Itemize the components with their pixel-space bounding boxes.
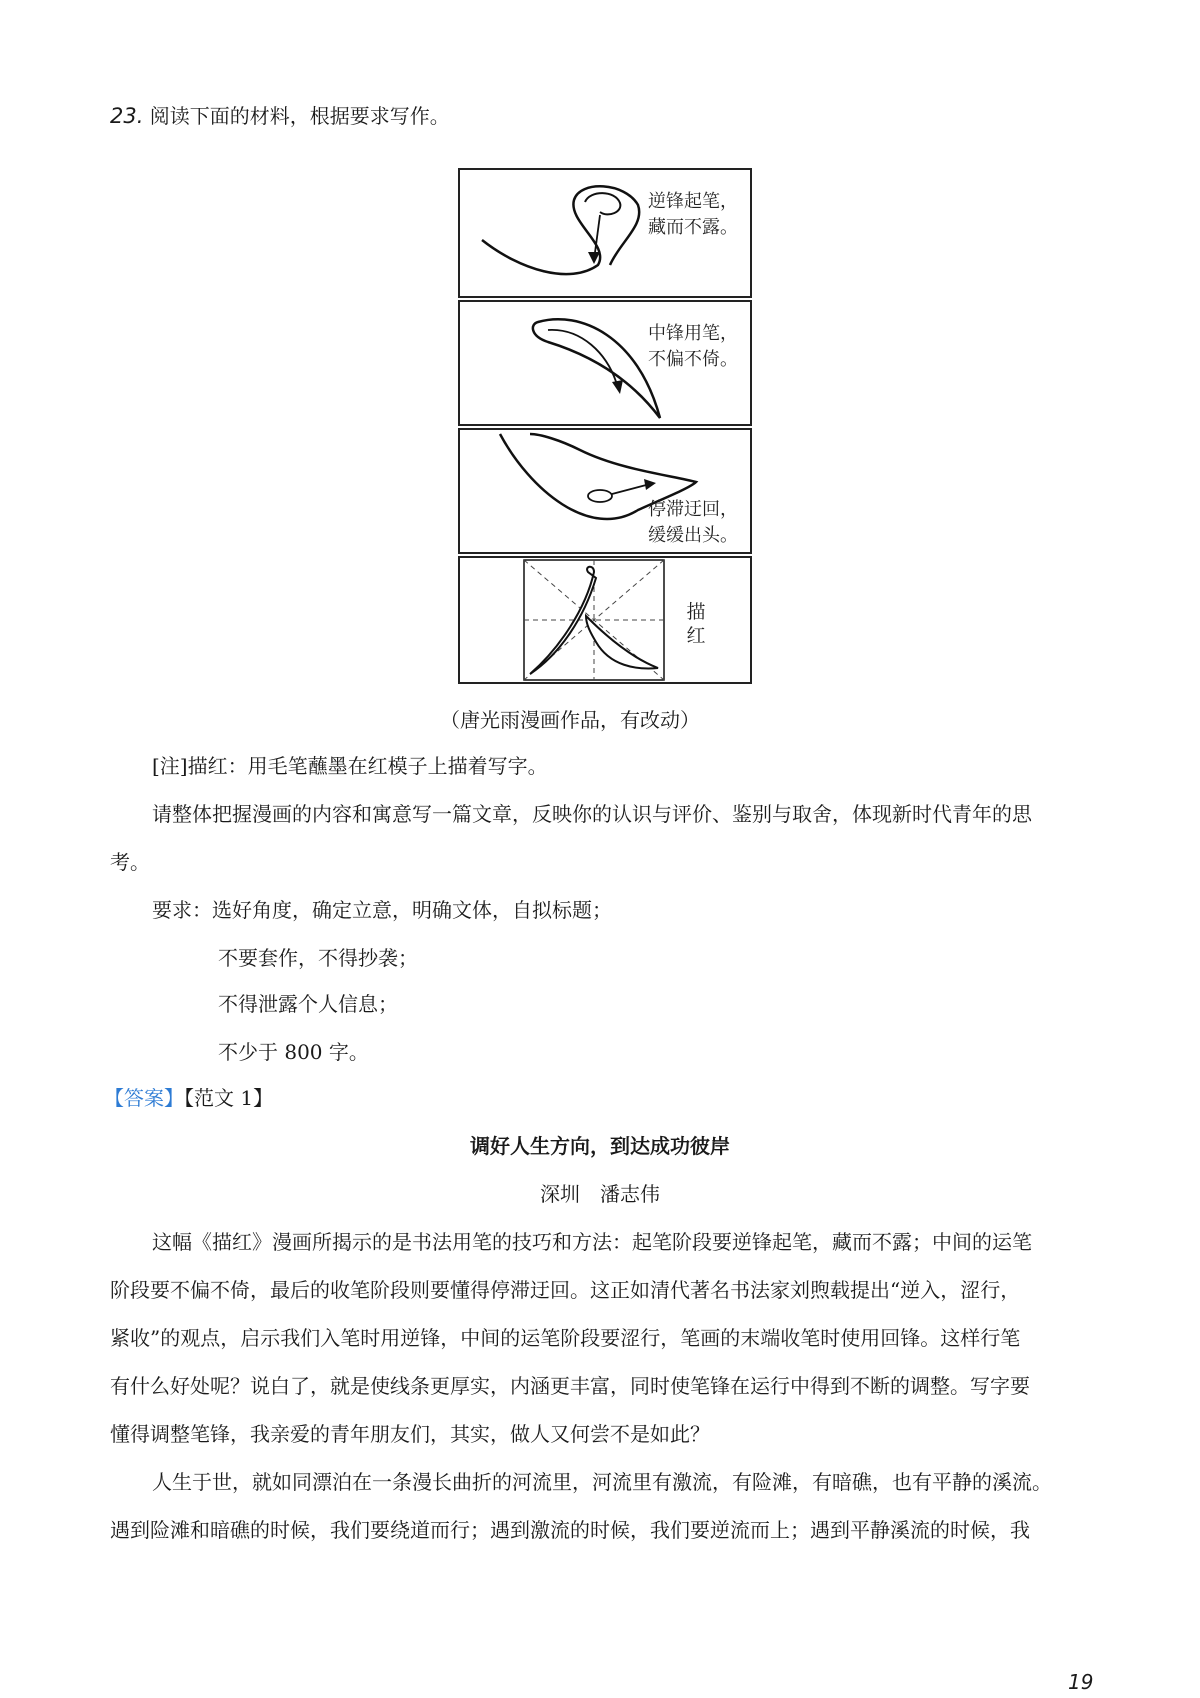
panel-3-caption-line1: 停滞迂回，: [648, 499, 738, 520]
panel-1-caption-line2: 藏而不露。: [648, 217, 738, 238]
note: [注]描红：用毛笔蘸墨在红模子上描着写字。: [152, 754, 548, 778]
instruction-line-2: 考。: [110, 850, 150, 874]
comic-panel-3: [458, 428, 752, 554]
paragraph-1-line: 这幅《描红》漫画所揭示的是书法用笔的技巧和方法：起笔阶段要逆锋起笔，藏而不露；中间的运笔: [152, 1230, 1032, 1254]
requirement-item: 不要套作，不得抄袭；: [218, 946, 418, 970]
paragraph-1-line: 有什么好处呢？说白了，就是使线条更厚实，内涵更丰富，同时使笔锋在运行中得到不断的调整。写字要: [110, 1374, 1030, 1398]
answer-label-line: [104, 1084, 273, 1112]
panel-4-label: [686, 600, 706, 648]
tracing-grid-illustration: [460, 558, 750, 682]
paragraph-2-line: 人生于世，就如同漂泊在一条漫长曲折的河流里，河流里有激流，有险滩，有暗礁，也有平静的溪流。: [152, 1470, 1052, 1494]
comic-panel-1: [458, 168, 752, 298]
panel-4-label-char2: 红: [686, 625, 706, 647]
figure-source-caption: （唐光雨漫画作品，有改动）: [440, 708, 700, 732]
question-prompt: 阅读下面的材料，根据要求写作。: [149, 104, 450, 128]
requirements-lead: 要求：选好角度，确定立意，明确文体，自拟标题；: [152, 898, 612, 922]
answer-tag: 【答案】: [104, 1086, 184, 1110]
question-number: 23.: [110, 104, 144, 128]
requirement-item: 不少于 800 字。: [218, 1040, 369, 1064]
panel-2-caption-line2: 不偏不倚。: [648, 349, 738, 370]
paragraph-1-line: 紧收”的观点，启示我们入笔时用逆锋，中间的运笔阶段要涩行，笔画的末端收笔时使用回锋。这样行笔: [110, 1326, 1021, 1350]
paragraph-1-line: 懂得调整笔锋，我亲爱的青年朋友们，其实，做人又何尝不是如此？: [110, 1422, 710, 1446]
question-header: [110, 102, 450, 130]
comic-panel-2: [458, 300, 752, 426]
panel-4-label-char1: 描: [686, 601, 706, 623]
paragraph-1-line: 阶段要不偏不倚，最后的收笔阶段则要懂得停滞迂回。这正如清代著名书法家刘煦载提出“逆入，涩行，: [110, 1278, 1021, 1302]
essay-author: 深圳 潘志伟: [540, 1182, 660, 1206]
paragraph-2-line: 遇到险滩和暗礁的时候，我们要绕道而行；遇到激流的时候，我们要逆流而上；遇到平静溪流的时候，我: [110, 1518, 1030, 1542]
panel-2-caption-line1: 中锋用笔，: [648, 323, 738, 344]
page-number: 19: [1068, 1670, 1094, 1694]
essay-title: 调好人生方向，到达成功彼岸: [470, 1134, 730, 1158]
sample-essay-label: 【范文 1】: [184, 1086, 274, 1110]
requirement-item: 不得泄露个人信息；: [218, 992, 398, 1016]
panel-3-caption-line2: 缓缓出头。: [648, 525, 738, 546]
panel-1-caption-line1: 逆锋起笔，: [648, 191, 738, 212]
comic-panel-4: [458, 556, 752, 684]
instruction-line-1: 请整体把握漫画的内容和寓意写一篇文章，反映你的认识与评价、鉴别与取舍，体现新时代青年的思: [152, 802, 1032, 826]
